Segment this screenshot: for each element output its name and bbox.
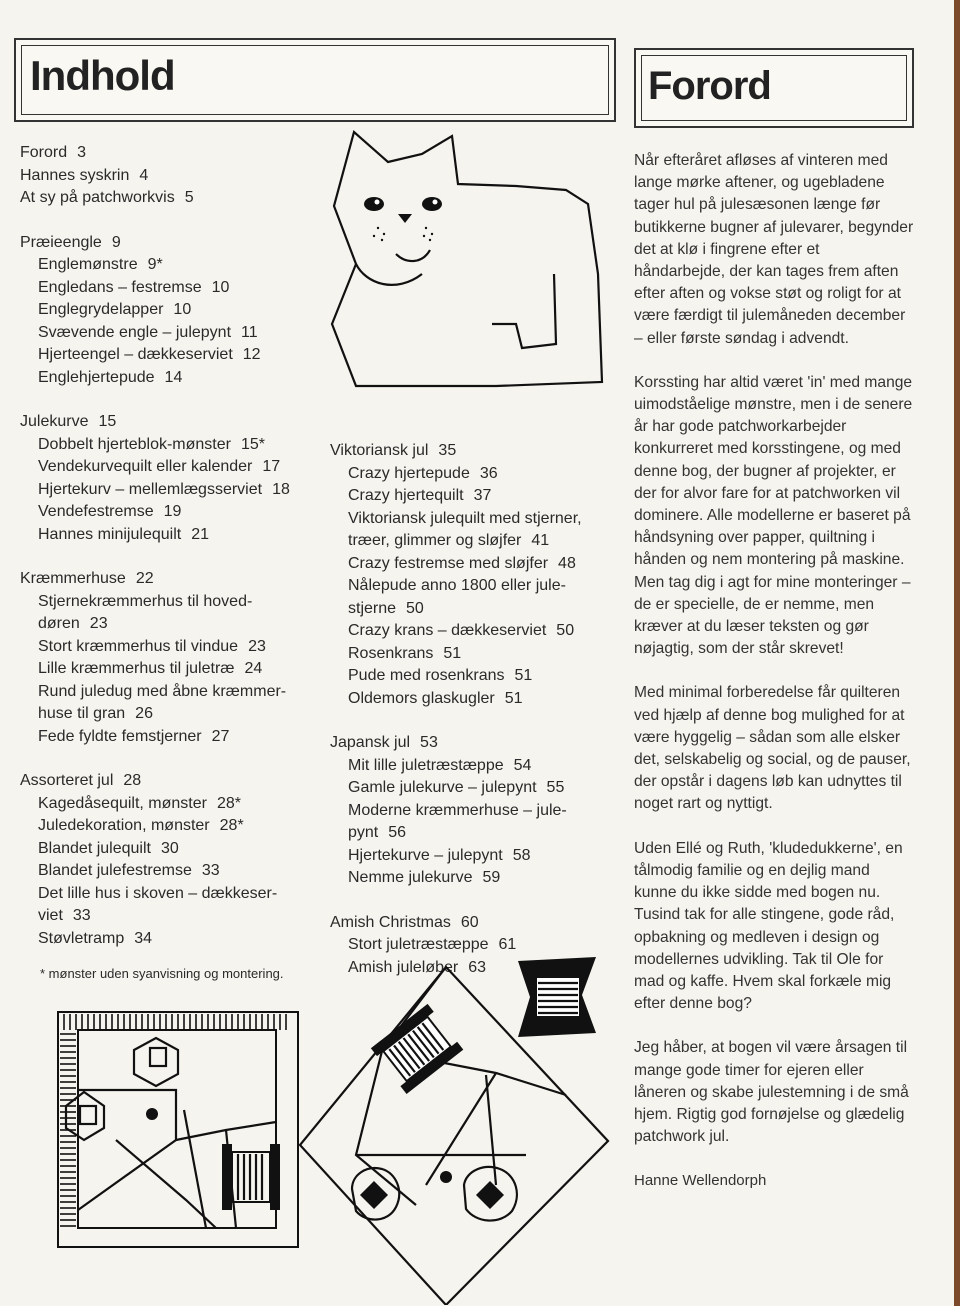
toc-item	[330, 620, 620, 643]
toc-page-number: 51	[514, 667, 533, 684]
toc-entry-title: Amish Christmas	[330, 913, 451, 931]
toc-entry-title: viet	[38, 907, 63, 924]
toc-page-number: 9	[111, 233, 121, 251]
toc-item	[20, 681, 320, 704]
toc-entry-title: Hjertekurv – mellemlægsserviet	[38, 480, 263, 498]
toc-page-number: 37	[473, 487, 492, 504]
toc-entry-title: Englegrydelapper	[38, 301, 164, 318]
toc-item	[330, 508, 620, 531]
toc-item	[20, 905, 320, 928]
toc-page-number: 51	[443, 644, 462, 662]
toc-entry-title: Stort kræmmerhus til vindue	[38, 637, 239, 655]
toc-page-number: 5	[184, 189, 194, 206]
toc-page-number: 28*	[216, 794, 242, 812]
cat-illustration	[326, 124, 616, 394]
toc-page-number: 15	[98, 413, 117, 430]
toc-page-number: 15*	[240, 435, 265, 453]
toc-entry-title: Lille kræmmerhus til juletræ	[38, 660, 235, 677]
toc-page-number: 23	[89, 615, 108, 632]
forord-paragraph: Når efteråret afløses af vinteren med lange mørke aftener, og ugebladene tager hul på julesæsonen længe før butikkerne bugner af julevarer, begynder det at klø i fingrene efter et håndarbejde, der kan tages frem aften efter aften og vokse støt og roligt for at være færdigt til julemåneden december – eller første søndag i advendt.	[634, 152, 914, 347]
forord-text	[634, 150, 914, 1193]
toc-entry-title: Stort juletræstæppe	[348, 936, 489, 953]
quilt-block-illustration	[56, 1010, 301, 1250]
forord-paragraph: Med minimal forberedelse får quilteren ved hjælp af denne bog mulighed for at være hyggelig – sådan som alle elsker det, selskabelig og social, og de pauser, der opstår i dagens løb kan udnyttes til noget rart og nyttigt.	[634, 684, 911, 813]
toc-page-number: 50	[406, 599, 424, 617]
toc-page-number: 9*	[147, 256, 163, 273]
toc-section	[20, 568, 320, 591]
toc-gap	[20, 210, 320, 232]
toc-entry-title: Mit lille juletræstæppe	[348, 756, 504, 774]
toc-page-number: 61	[498, 936, 517, 953]
toc-page-number: 3	[77, 144, 87, 161]
forord-paragraph: Uden Ellé og Ruth, 'kludedukkerne', en tålmodig familie og en dejlig mand kunne du ikke sidde med bogen nu. Tusind tak for alle stingene, gode råd, opbakning og medleven i design og modellernes udvikling. Tak til Ole for mad og kaffe. Hvem skal forkæle mig efter denne bog?	[634, 839, 903, 1013]
toc-page-number: 55	[546, 779, 565, 796]
toc-item	[20, 658, 320, 681]
indhold-title-box	[14, 38, 616, 122]
toc-section	[20, 187, 320, 210]
toc-item	[20, 344, 320, 367]
toc-entry-title: Præieengle	[20, 233, 102, 251]
toc-item	[330, 845, 620, 868]
toc-entry-title: Forord	[20, 144, 68, 161]
toc-gap	[330, 710, 620, 732]
toc-item	[20, 524, 320, 547]
toc-page-number: 35	[438, 442, 457, 459]
toc-item	[330, 485, 620, 508]
toc-page-number: 28*	[219, 817, 244, 834]
toc-page-number: 50	[556, 622, 575, 639]
toc-item	[20, 456, 320, 479]
forord-paragraph: Korssting har altid været 'in' med mange uimodståelige mønstre, men i de senere år har gode patchworkarbejder konkurreret med korsstingene, og med denne bog, der bugner af projekter, er der for alvor fare for at patchworken vil dominere. Alle modellerne er baseret på håndsyning over papper, quiltning i hånden og nem montering på maskine. Men tag dig i agt for mine monteringer – de er specielle, de er nemme, men kræver at du læser teksten og gør nøjagtig, som der står skrevet!	[634, 373, 913, 658]
indhold-title: Indhold	[30, 52, 175, 99]
toc-entry-title: Rosenkrans	[348, 644, 434, 662]
toc-page-number: 26	[135, 705, 153, 722]
toc-entry-title: Amish juleløber	[348, 958, 459, 976]
toc-entry-title: Crazy krans – dækkeserviet	[348, 622, 547, 639]
toc-entry-title: Viktoriansk jul	[330, 442, 429, 459]
toc-entry-title: Englehjertepude	[38, 368, 155, 386]
toc-entry-title: pynt	[348, 824, 379, 841]
toc-page-number: 58	[512, 846, 531, 864]
toc-page-number: 22	[135, 570, 154, 587]
toc-entry-title: Englemønstre	[38, 256, 138, 273]
toc-entry-title: Crazy hjertepude	[348, 464, 470, 482]
toc-entry-title: Hannes minijulequilt	[38, 525, 182, 543]
toc-column-left	[20, 142, 320, 950]
toc-page-number: 60	[460, 913, 479, 931]
toc-page-number: 51	[504, 689, 523, 707]
toc-page-number: 28	[123, 772, 142, 789]
toc-page-number: 36	[479, 464, 498, 482]
forord-paragraph: Jeg håber, at bogen vil være årsagen til mange gode timer for ejeren eller låneren og skabe julestemning i de små hjem. Rigtig god fornøjelse og glædelig patchwork jul.	[634, 1039, 909, 1146]
toc-entry-title: Det lille hus i skoven – dækkeser-	[38, 884, 278, 902]
forord-title-box	[634, 48, 914, 128]
signature: Hanne Wellendorph	[634, 1172, 767, 1190]
toc-entry-title: Kagedåsequilt, mønster	[38, 794, 207, 812]
toc-entry-title: Vendekurvequilt eller kalender	[38, 458, 253, 475]
toc-entry-title: Fede fyldte femstjerner	[38, 727, 202, 745]
toc-gap	[20, 389, 320, 411]
toc-page-number: 18	[272, 480, 290, 498]
toc-entry-title: huse til gran	[38, 705, 126, 722]
toc-column-middle	[330, 440, 620, 979]
toc-entry-title: Vendefestremse	[38, 503, 154, 520]
toc-item	[330, 463, 620, 486]
toc-page-number: 54	[513, 756, 532, 774]
toc-item	[20, 434, 320, 457]
toc-entry-title: Japansk jul	[330, 734, 411, 751]
toc-page-number: 24	[244, 660, 263, 677]
toc-page-number: 12	[242, 346, 261, 363]
toc-entry-title: Viktoriansk julequilt med stjerner,	[348, 509, 582, 527]
toc-item	[20, 322, 320, 345]
toc-section	[330, 440, 620, 463]
toc-entry-title: Crazy hjertequilt	[348, 487, 464, 504]
toc-entry-title: Pude med rosenkrans	[348, 667, 505, 684]
toc-item	[20, 591, 320, 614]
toc-entry-title: Crazy festremse med sløjfer	[348, 554, 549, 572]
toc-item	[20, 613, 320, 636]
toc-item	[330, 553, 620, 576]
toc-page-number: 30	[160, 839, 179, 857]
toc-item	[20, 367, 320, 390]
toc-page-number: 19	[163, 503, 182, 520]
toc-entry-title: Rund juledug med åbne kræmmer-	[38, 682, 287, 700]
toc-page-number: 10	[173, 301, 192, 318]
toc-item	[330, 688, 620, 711]
toc-item	[20, 815, 320, 838]
toc-page-number: 41	[531, 532, 550, 549]
toc-entry-title: Nålepude anno 1800 eller jule-	[348, 577, 566, 594]
toc-item	[330, 530, 620, 553]
diamond-quilt-illustration	[296, 955, 626, 1305]
toc-entry-title: Engledans – festremse	[38, 278, 202, 296]
toc-page-number: 10	[211, 278, 230, 296]
toc-section	[20, 411, 320, 434]
toc-page-number: 21	[191, 525, 209, 543]
toc-item	[20, 928, 320, 951]
toc-item	[330, 755, 620, 778]
toc-item	[20, 636, 320, 659]
toc-page-number: 23	[248, 637, 266, 655]
toc-page-number: 34	[134, 929, 153, 947]
toc-entry-title: Dobbelt hjerteblok-mønster	[38, 435, 231, 453]
toc-entry-title: Svævende engle – julepynt	[38, 323, 232, 341]
toc-entry-title: Assorteret jul	[20, 772, 114, 789]
toc-item	[330, 800, 620, 823]
toc-section	[20, 142, 320, 165]
toc-page-number: 53	[420, 734, 438, 751]
toc-item	[20, 277, 320, 300]
toc-gap	[20, 748, 320, 770]
toc-page-number: 56	[388, 824, 407, 841]
toc-item	[20, 254, 320, 277]
toc-item	[330, 777, 620, 800]
toc-entry-title: Blandet julequilt	[38, 839, 151, 857]
toc-page-number: 33	[72, 907, 91, 924]
toc-item	[330, 598, 620, 621]
toc-item	[20, 883, 320, 906]
toc-section	[330, 912, 620, 935]
toc-page-number: 48	[558, 554, 576, 572]
toc-entry-title: stjerne	[348, 599, 397, 617]
toc-page-number: 27	[211, 727, 230, 745]
toc-entry-title: Oldemors glaskugler	[348, 689, 495, 707]
toc-entry-title: døren	[38, 615, 80, 632]
toc-item	[20, 838, 320, 861]
toc-page-number: 4	[139, 166, 149, 184]
toc-entry-title: Hjerteengel – dækkeserviet	[38, 346, 233, 363]
page-edge	[954, 0, 960, 1306]
toc-item	[20, 860, 320, 883]
toc-entry-title: Stjernekræmmerhus til hoved-	[38, 592, 253, 610]
toc-item	[330, 822, 620, 845]
toc-item	[330, 867, 620, 890]
toc-page-number: 63	[468, 958, 487, 976]
toc-item	[20, 501, 320, 524]
toc-entry-title: træer, glimmer og sløjfer	[348, 532, 522, 549]
toc-page-number: 33	[201, 862, 220, 879]
toc-entry-title: Juledekoration, mønster	[38, 817, 210, 834]
toc-section	[330, 732, 620, 755]
toc-section	[20, 165, 320, 188]
toc-section	[20, 232, 320, 255]
toc-item	[20, 726, 320, 749]
toc-page-number: 11	[241, 323, 258, 341]
toc-gap	[20, 546, 320, 568]
toc-entry-title: Moderne kræmmerhuse – jule-	[348, 801, 567, 819]
toc-entry-title: Hannes syskrin	[20, 166, 130, 184]
toc-page-number: 14	[164, 368, 183, 386]
forord-title: Forord	[648, 64, 771, 108]
toc-item	[20, 299, 320, 322]
toc-section	[20, 770, 320, 793]
toc-item	[20, 793, 320, 816]
toc-item	[330, 934, 620, 957]
toc-entry-title: Blandet julefestremse	[38, 862, 192, 879]
toc-item	[20, 479, 320, 502]
toc-entry-title: Julekurve	[20, 413, 89, 430]
toc-item	[330, 643, 620, 666]
toc-gap	[330, 890, 620, 912]
toc-entry-title: Kræmmerhuse	[20, 570, 126, 587]
toc-entry-title: Nemme julekurve	[348, 869, 473, 886]
toc-entry-title: Gamle julekurve – julepynt	[348, 779, 537, 796]
toc-entry-title: Hjertekurve – julepynt	[348, 846, 503, 864]
toc-entry-title: Støvletramp	[38, 929, 125, 947]
toc-page-number: 59	[482, 869, 501, 886]
toc-item	[330, 575, 620, 598]
toc-item	[330, 665, 620, 688]
footnote: * mønster uden syanvisning og montering.	[40, 966, 284, 981]
toc-item	[20, 703, 320, 726]
toc-entry-title: At sy på patchworkvis	[20, 189, 175, 206]
toc-page-number: 17	[262, 458, 281, 475]
